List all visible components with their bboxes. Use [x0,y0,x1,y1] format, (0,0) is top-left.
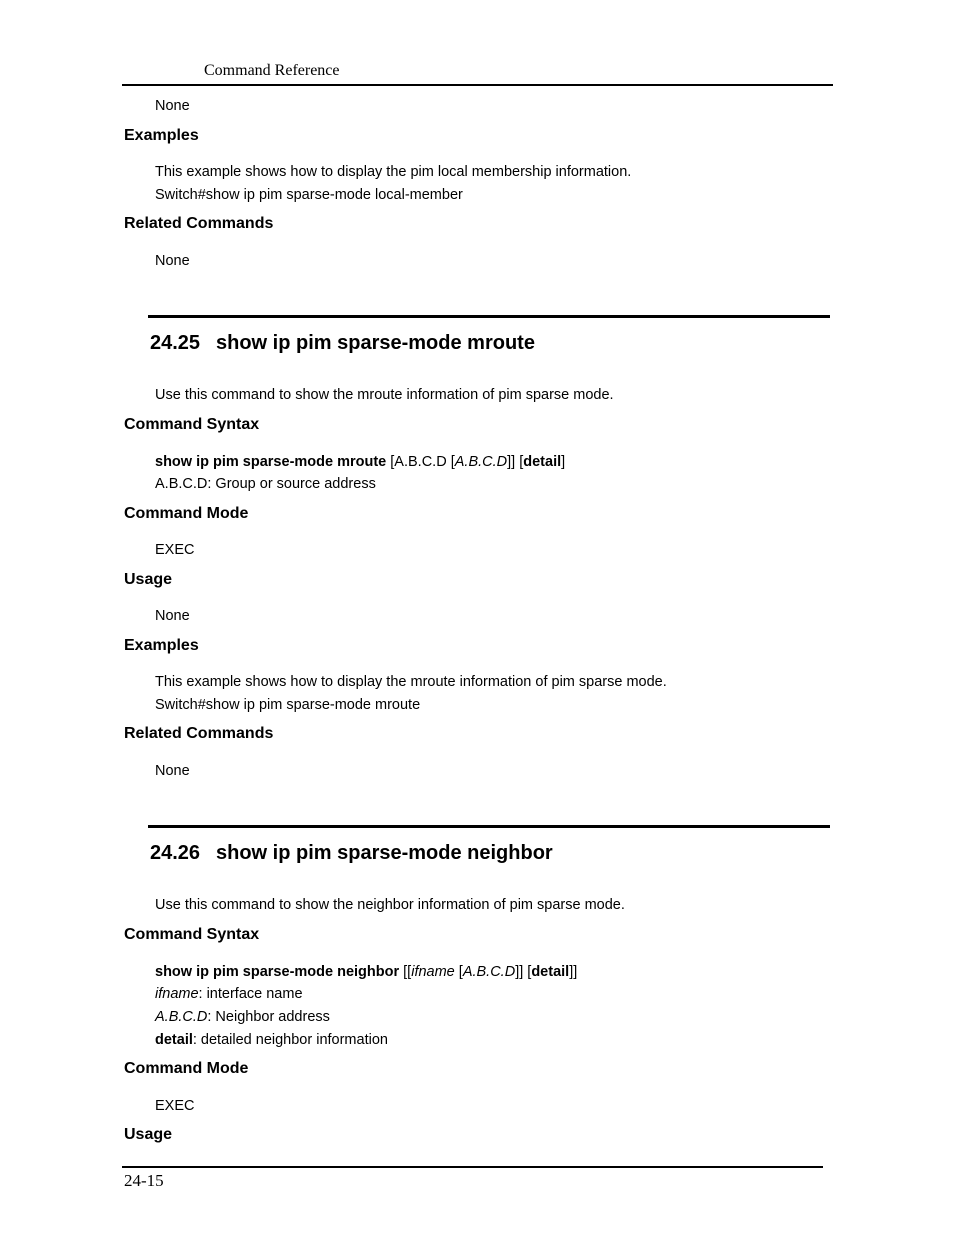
syntax-argument: ifname [411,964,455,980]
s25-examples-heading: Examples [124,637,199,654]
prev-usage-value: None [155,98,190,114]
prev-examples-heading: Examples [124,127,199,144]
param-desc: : interface name [198,986,303,1002]
s25-mode-value: EXEC [155,542,195,558]
s25-related-heading: Related Commands [124,725,274,742]
param-desc: : Neighbor address [207,1009,330,1025]
param-name: ifname [155,986,199,1002]
syntax-text: ] [561,454,566,470]
syntax-argument: A.B.C.D [462,964,516,980]
s25-syntax-line [155,454,565,470]
s26-mode-value: EXEC [155,1098,195,1114]
prev-related-value: None [155,253,190,269]
syntax-text: ]] [569,964,578,980]
syntax-text: [ [454,964,463,980]
s25-example-command: Switch#show ip pim sparse-mode mroute [155,697,421,713]
section-number: 24.26 [150,842,201,864]
param-name: A.B.C.D [155,1009,208,1025]
section-24-26-title [150,842,553,865]
running-header: Command Reference [204,62,340,79]
s26-param-ifname [155,986,303,1002]
footer-rule [122,1166,823,1168]
section-24-25-rule [148,315,830,318]
s25-param: A.B.C.D: Group or source address [155,476,376,492]
s25-usage-heading: Usage [124,571,173,588]
section-24-26-rule [148,825,830,828]
s25-syntax-heading: Command Syntax [124,416,260,433]
syntax-keyword: detail [531,964,570,980]
s25-example-description: This example shows how to display the mroute information of pim sparse mode. [155,674,667,690]
s25-intro: Use this command to show the mroute information of pim sparse mode. [155,387,614,403]
prev-related-heading: Related Commands [124,215,274,232]
param-desc: : detailed neighbor information [192,1032,388,1048]
param-name: detail [155,1032,193,1048]
s26-syntax-line [155,964,577,980]
prev-example-command: Switch#show ip pim sparse-mode local-member [155,187,463,203]
section-number: 24.25 [150,332,201,354]
s26-param-address [155,1009,330,1025]
section-title-text: show ip pim sparse-mode neighbor [216,842,553,864]
section-title-text: show ip pim sparse-mode mroute [216,332,535,354]
s26-syntax-heading: Command Syntax [124,926,260,943]
s26-param-detail [155,1032,388,1048]
s25-usage-value: None [155,608,190,624]
syntax-keyword: detail [523,454,562,470]
s26-intro: Use this command to show the neighbor information of pim sparse mode. [155,897,625,913]
syntax-argument: A.B.C.D [454,454,508,470]
syntax-command: show ip pim sparse-mode mroute [155,454,387,470]
syntax-text: ]] [ [515,964,532,980]
s25-related-value: None [155,763,190,779]
page-number: 24-15 [124,1171,164,1190]
syntax-text: ]] [ [507,454,524,470]
header-rule [122,84,833,86]
prev-example-description: This example shows how to display the pim local membership information. [155,164,632,180]
s26-usage-heading: Usage [124,1126,173,1143]
syntax-command: show ip pim sparse-mode neighbor [155,964,400,980]
syntax-text: [A.B.C.D [ [386,454,455,470]
s25-mode-heading: Command Mode [124,505,249,522]
section-24-25-title [150,332,535,355]
s26-mode-heading: Command Mode [124,1060,249,1077]
syntax-text: [[ [399,964,412,980]
